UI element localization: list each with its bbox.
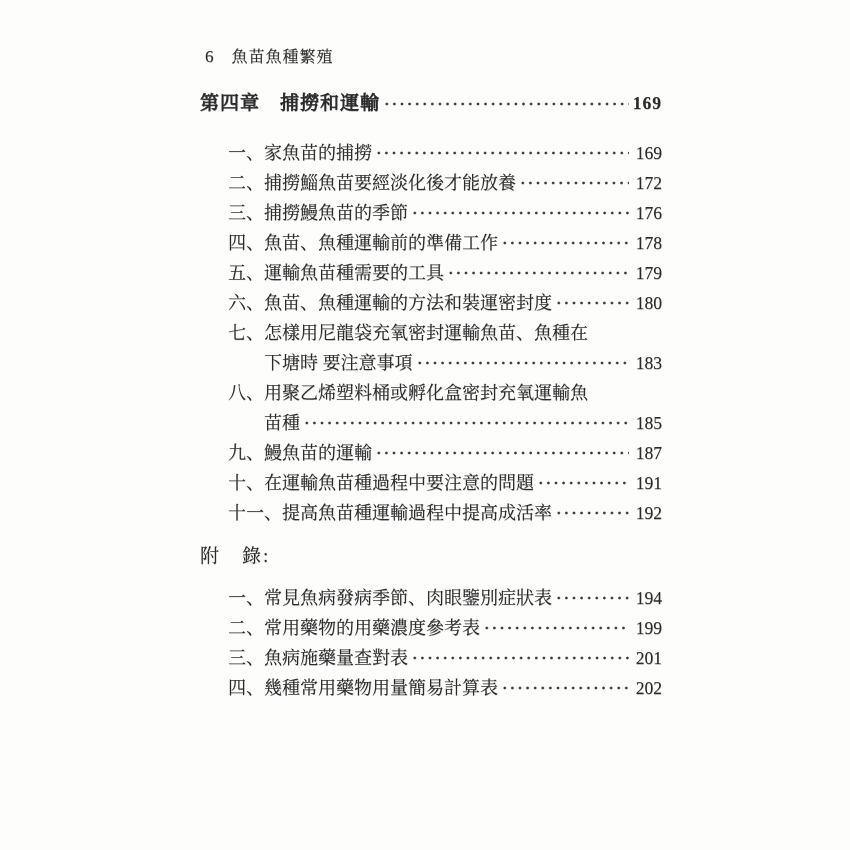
toc-entry-line1 [200, 382, 662, 404]
entry-title: 九、鰻魚苗的運輸 [228, 443, 372, 463]
page-number: 201 [635, 648, 662, 668]
toc-entry-line1 [200, 322, 662, 344]
entry-title: 八、用聚乙烯塑料桶或孵化盒密封充氧運輸魚 [228, 383, 588, 403]
toc-entry [200, 262, 662, 284]
toc-entry-line2 [200, 412, 662, 434]
page-number: 202 [635, 678, 662, 698]
dot-leader [445, 267, 629, 279]
table-of-contents [200, 92, 662, 707]
appendix-entry [200, 617, 662, 639]
entry-title: 十一、提高魚苗種運輸過程中提高成活率 [228, 503, 552, 523]
dot-leader [409, 652, 629, 664]
appendix-entry [200, 647, 662, 669]
running-title: 魚苗魚種繁殖 [231, 49, 334, 66]
page-number: 178 [635, 233, 662, 253]
page-number: 169 [635, 143, 662, 163]
chapter-title: 第四章 捕撈和運輸 [200, 93, 381, 114]
dot-leader [481, 622, 629, 634]
toc-chapter-row [200, 92, 662, 115]
toc-entry [200, 292, 662, 314]
dot-leader [373, 447, 629, 459]
page-number: 172 [635, 173, 662, 193]
toc-entry [200, 172, 662, 194]
entry-title-continuation: 苗種 [264, 413, 300, 433]
dot-leader [535, 477, 629, 489]
dot-leader [381, 98, 629, 110]
appendix-entry [200, 587, 662, 609]
dot-leader [499, 682, 629, 694]
appendix-entry [200, 677, 662, 699]
page-number: 169 [632, 93, 662, 113]
entry-title: 四、魚苗、魚種運輸前的準備工作 [228, 233, 498, 253]
entry-title: 十、在運輸魚苗種過程中要注意的問題 [228, 473, 534, 493]
page-number: 185 [635, 413, 662, 433]
dot-leader [553, 507, 629, 519]
toc-entry [200, 502, 662, 524]
entry-title: 四、幾種常用藥物用量簡易計算表 [228, 678, 498, 698]
toc-entry [200, 442, 662, 464]
toc-entry [200, 202, 662, 224]
appendix-heading: 附 錄: [200, 546, 271, 567]
dot-leader [517, 177, 629, 189]
dot-leader [409, 207, 629, 219]
entry-title: 一、家魚苗的捕撈 [228, 143, 372, 163]
folio-page-number: 6 [205, 47, 215, 66]
toc-entry [200, 232, 662, 254]
entry-title: 六、魚苗、魚種運輸的方法和裝運密封度 [228, 293, 552, 313]
entry-title-continuation: 下塘時 要注意事項 [264, 353, 413, 373]
page-number: 191 [635, 473, 662, 493]
dot-leader [301, 417, 629, 429]
page-number: 199 [635, 618, 662, 638]
toc-entry [200, 472, 662, 494]
page-number: 187 [635, 443, 662, 463]
page-number: 194 [635, 588, 662, 608]
entry-title: 五、運輸魚苗種需要的工具 [228, 263, 444, 283]
page-number: 179 [635, 263, 662, 283]
entry-title: 七、怎樣用尼龍袋充氧密封運輸魚苗、魚種在 [228, 323, 588, 343]
entry-title: 二、常用藥物的用藥濃度參考表 [228, 618, 480, 638]
dot-leader [373, 147, 629, 159]
entry-title: 三、捕撈鰻魚苗的季節 [228, 203, 408, 223]
entry-title: 一、常見魚病發病季節、肉眼鑒別症狀表 [228, 588, 552, 608]
dot-leader [414, 357, 630, 369]
page-number: 176 [635, 203, 662, 223]
toc-entry [200, 142, 662, 164]
entry-title: 三、魚病施藥量查對表 [228, 648, 408, 668]
entry-title: 二、捕撈鯔魚苗要經淡化後才能放養 [228, 173, 516, 193]
page-number: 183 [635, 353, 662, 373]
page-number: 180 [635, 293, 662, 313]
toc-entry-line2 [200, 352, 662, 374]
dot-leader [499, 237, 629, 249]
dot-leader [553, 592, 629, 604]
page-number: 192 [635, 503, 662, 523]
running-header [205, 44, 334, 67]
dot-leader [553, 297, 629, 309]
